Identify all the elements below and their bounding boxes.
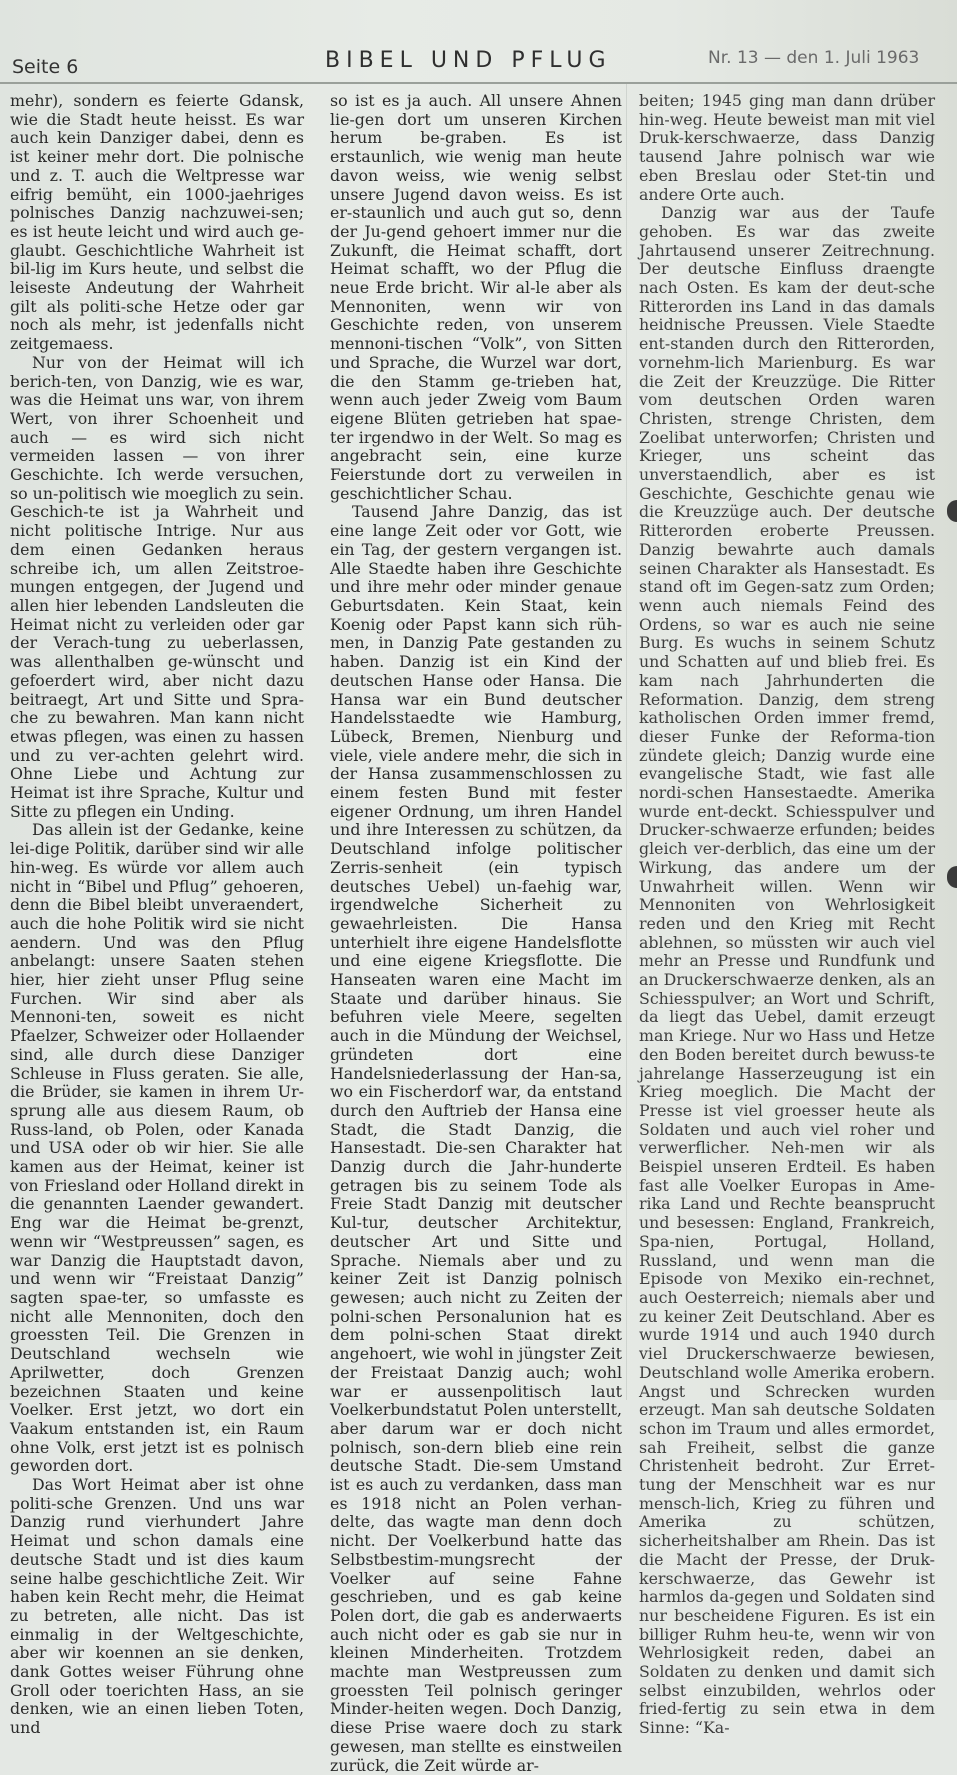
paragraph: so ist es ja auch. All unsere Ahnen lie-gen dort um unseren Kirchen herum be-graben. Es ist erstaunlich, wie wenig man heute davon weiss, wie wenig selbst unsere Jugend davon weiss. Es ist er-staunlich und auch gut so, denn der Ju-gend gehoert immer nur die Zukunft, die Heimat schafft, dort Heimat schafft, wo der Pflug die neue Erde bricht. Wir al-le aber als Mennoniten, wenn wir von Geschichte reden, von unserem mennoni-tischen “Volk”, von Sitten und Sprache, die Wurzel war dort, die den Stamm ge-trieben hat, wenn auch jeder Zweig vom Baum eigene Blüten getrieben hat spae-ter irgendwo in der Welt. So mag es angebracht sein, eine kurze Feierstunde dort zu verweilen in geschichtlicher Schau.	[330, 91, 622, 503]
paragraph: Tausend Jahre Danzig, das ist eine lange Zeit oder vor Gott, wie ein Tag, der gestern vergangen ist. Alle Staedte haben ihre Geschichte und ihre mehr oder minder genaue Geburtsdaten. Kein Staat, kein Koenig oder Papst kann sich rüh-men, in Danzig Pate gestanden zu haben. Danzig ist ein Kind der deutschen Hanse oder Hansa. Die Hansa war ein Bund deutscher Handelsstaedte wie Hamburg, Lübeck, Bremen, Nienburg und viele, viele andere mehr, die sich in der Hansa zusammenschlossen zu einem festen Bund mit fester eigener Ordnung, um ihren Handel und ihre Interessen zu schützen, da Deutschland infolge politischer Zerris-senheit (ein typisch deutsches Uebel) un-faehig war, irgendwelche Sicherheit zu gewaehrleisten. Die Hansa unterhielt ihre eigene Handelsflotte und eine eigene Kriegsflotte. Die Hanseaten waren eine Macht im Staate und darüber hinaus. Sie befuhren viele Meere, segelten auch in die Mündung der Weichsel, gründeten dort eine Handelsniederlassung der Han-sa, wo ein Fischerdorf war, da entstand durch den Auftrieb der Hansa eine Stadt, die Stadt Danzig, die Hansestadt. Die-sen Charakter hat Danzig durch die Jahr-hunderte getragen bis zu seinem Tode als Freie Stadt Danzig mit deutscher Kul-tur, deutscher Architektur, deutscher Art und Sitte und Sprache. Niemals aber und zu keiner Zeit ist Danzig polnisch gewesen; auch nicht zu Zeiten der polni-schen Personalunion hat es dem polni-schen Staat direkt angehoert, wie wohl in jüngster Zeit der Freistaat Danzig auch; wohl war er aussenpolitisch laut Voelkerbundstatut Polen unterstellt, aber darum war er doch nicht polnisch, son-dern blieb eine rein deutsche Stadt. Die-sem Umstand ist es auch zu verdanken, dass man es 1918 nicht an Polen verhan-delte, das wagte man denn doch nicht. Der Voelkerbund hatte das Selbstbestim-mungsrecht der Voelker auf seine Fahne geschrieben, und es gab keine Polen dort, die gab es anderwaerts auch nicht oder es gab sie nur in kleinen Minderheiten. Trotzdem machte man Westpreussen zum groessten Teil polnisch geringer Minder-heiten wegen. Doch Danzig, diese Prise waere doch zu stark gewesen, man stellte es einstweilen zurück, die Zeit würde ar-	[330, 502, 622, 1775]
paragraph: Nur von der Heimat will ich berich-ten, von Danzig, wie es war, was die Heimat uns war, von ihrem Wert, von ihrer Schoenheit und auch — es wird sich nicht vermeiden lassen — von ihrer Geschichte. Ich werde versuchen, so un-politisch wie moeglich zu sein. Geschich-te ist ja Wahrheit und nicht politische Intrige. Nur aus dem einen Gedanken heraus schreibe ich, um allen Zeitstroe-mungen entgegen, der Jugend und allen hier lebenden Landsleuten die Heimat nicht zu verleiden oder gar der Verach-tung zu ueberlassen, was allenthalben ge-wünscht und gefoerdert wird, aber nicht dazu beitraegt, Art und Sitte und Spra-che zu bewahren. Man kann nicht etwas pflegen, was einen zu hassen und zu ver-achten gelehrt wird. Ohne Liebe und Achtung zur Heimat ist ihre Sprache, Kultur und Sitte zu pflegen ein Unding.	[10, 352, 304, 821]
paragraph: Das allein ist der Gedanke, keine lei-dige Politik, darüber sind wir alle hin-weg. Es würde vor allem auch nicht in “Bibel und Pflug” gehoeren, denn die Bibel bleibt unveraendert, auch die hohe Politik wird sie nicht aendern. Und was den Pflug anbelangt: unsere Saaten stehen hier, hier zieht unser Pflug seine Furchen. Wir sind aber als Mennoni-ten, soweit es nicht Pfaelzer, Schweizer oder Hollaender sind, alle durch diese Danziger Schleuse in Fluss geraten. Sie alle, die Brüder, sie kamen in ihrem Ur-sprung alle aus diesem Raum, ob Russ-land, ob Polen, oder Kanada und USA oder ob wir hier. Sie alle kamen aus der Heimat, keiner ist von Friesland oder Holland direkt in die genannten Laender gewandert. Eng war die Heimat be-grenzt, wenn wir “Westpreussen” sagen, es war Danzig die Hauptstadt davon, und wenn wir “Freistaat Danzig” sagten spae-ter, so umfasste es nicht alle Mennoniten, doch den groessten Teil. Die Grenzen in Deutschland wechseln wie Aprilwetter, doch Grenzen bezeichnen Staaten und keine Voelker. Erst jetzt, wo dort ein Vaakum entstanden ist, ein Raum ohne Volk, erst jetzt ist es polnisch geworden dort.	[10, 820, 304, 1476]
newspaper-title: BIBEL UND PFLUG	[325, 48, 612, 73]
article-column-3	[639, 91, 935, 1738]
page-header	[0, 46, 957, 86]
article-column-2	[330, 91, 622, 1775]
binding-hole	[947, 500, 957, 522]
page-number: Seite 6	[12, 56, 79, 78]
header-rule	[0, 82, 957, 84]
paragraph: mehr), sondern es feierte Gdansk, wie die Stadt heute heisst. Es war auch kein Danziger dabei, denn es ist keiner mehr dort. Die polnische und z. T. auch die Weltpresse war eifrig bemüht, ein 1000-jaehriges polnisches Danzig nachzuwei-sen; es ist heute leicht und wird auch ge-glaubt. Geschichtliche Wahrheit ist bil-lig im Kurs heute, und selbst die leiseste Andeutung der Wahrheit gilt als politi-sche Hetze oder gar noch als mehr, ist jedenfalls nicht zeitgemaess.	[10, 91, 304, 354]
binding-hole	[947, 866, 957, 888]
page-fold	[626, 84, 627, 1400]
paragraph: Das Wort Heimat aber ist ohne politi-sche Grenzen. Und uns war Danzig rund vierhundert Jahre Heimat und schon damals eine deutsche Stadt und ist dies kaum seine halbe geschichtliche Zeit. Wir haben kein Recht mehr, die Heimat zu betreten, alle nicht. Das ist einmalig in der Weltgeschichte, aber wir koennen an sie denken, dank Gottes weiser Führung ohne Groll oder toerichten Hass, an sie denken, wie an einen lieben Toten, und	[10, 1475, 304, 1738]
paragraph: beiten; 1945 ging man dann drüber hin-weg. Heute beweist man mit viel Druk-kerschwaerze, dass Danzig tausend Jahre polnisch war wie eben Breslau oder Stet-tin und andere Orte auch.	[639, 91, 935, 204]
paragraph: Danzig war aus der Taufe gehoben. Es war das zweite Jahrtausend unserer Zeitrechnung. Der deutsche Einfluss draengte nach Osten. Es kam der deut-sche Ritterorden ins Land in das damals heidnische Preussen. Viele Staedte ent-standen durch den Ritterorden, vornehm-lich Marienburg. Es war die Zeit der Kreuzzüge. Die Ritter vom deutschen Orden waren Christen, strenge Christen, dem Zoelibat unterworfen; Christen und Krieger, uns scheint das unverstaendlich, aber es ist Geschichte, Geschichte genau wie die Kreuzzüge auch. Der deutsche Ritterorden eroberte Preussen. Danzig bewahrte auch damals seinen Charakter als Hansestadt. Es stand oft im Gegen-satz zum Orden; wenn auch niemals Feind des Ordens, so war es auch nie seine Burg. Es wuchs in seinem Schutz und Schatten auf und blieb frei. Es kam nach Jahrhunderten die Reformation. Danzig, dem streng katholischen Orden immer fremd, dieser Funke der Reforma-tion zündete gleich; Danzig wurde eine evangelische Stadt, wie fast alle nordi-schen Hansestaedte. Amerika wurde ent-deckt. Schiesspulver und Drucker-schwaerze erfunden; beides gleich ver-derblich, das eine um der Wirkung, das andere um der Unwahrheit willen. Wenn wir Mennoniten von Wehrlosigkeit reden und den Krieg mit Recht ablehnen, so müssten wir auch viel mehr an Presse und Rundfunk und an Druckerschwaerze denken, als an Schiesspulver; an Wort und Schrift, da liegt das Uebel, damit erzeugt man Kriege. Nur wo Hass und Hetze den Boden bereitet durch bewuss-te jahrelange Hasserzeugung ist ein Krieg moeglich. Die Macht der Presse ist viel groesser heute als Soldaten und auch viel roher und verwerflicher. Neh-men wir als Beispiel unseren Erdteil. Es haben fast alle Voelker Europas in Ame-rika Land und Rechte beansprucht und besessen: England, Frankreich, Spa-nien, Portugal, Holland, Russland, und wenn man die Episode von Mexiko ein-rechnet, auch Oesterreich; niemals aber und zu keiner Zeit Deutschland. Aber es wurde 1914 und auch 1940 durch viel Druckerschwaerze bewiesen, Deutschland wolle Amerika erobern. Angst und Schrecken wurden erzeugt. Man sah deutsche Soldaten schon im Traum und alles ermordet, sah Freiheit, selbst die ganze Christenheit bedroht. Zur Erret-tung der Menschheit war es nur mensch-lich, Krieg zu führen und Amerika zu schützen, sicherheitshalber am Rhein. Das ist die Macht der Presse, der Druk-kerschwaerze, das Gewehr ist harmlos da-gegen und Soldaten sind nur bescheidene Figuren. Es ist ein billiger Ruhm heu-te, wenn wir von Wehrlosigkeit reden, dabei an Soldaten zu denken und damit sich selbst einzubilden, wehrlos oder fried-fertig zu sein etwa in dem Sinne: “Ka-	[639, 203, 935, 1738]
article-column-1	[10, 91, 304, 1738]
issue-date: Nr. 13 — den 1. Juli 1963	[708, 48, 920, 68]
